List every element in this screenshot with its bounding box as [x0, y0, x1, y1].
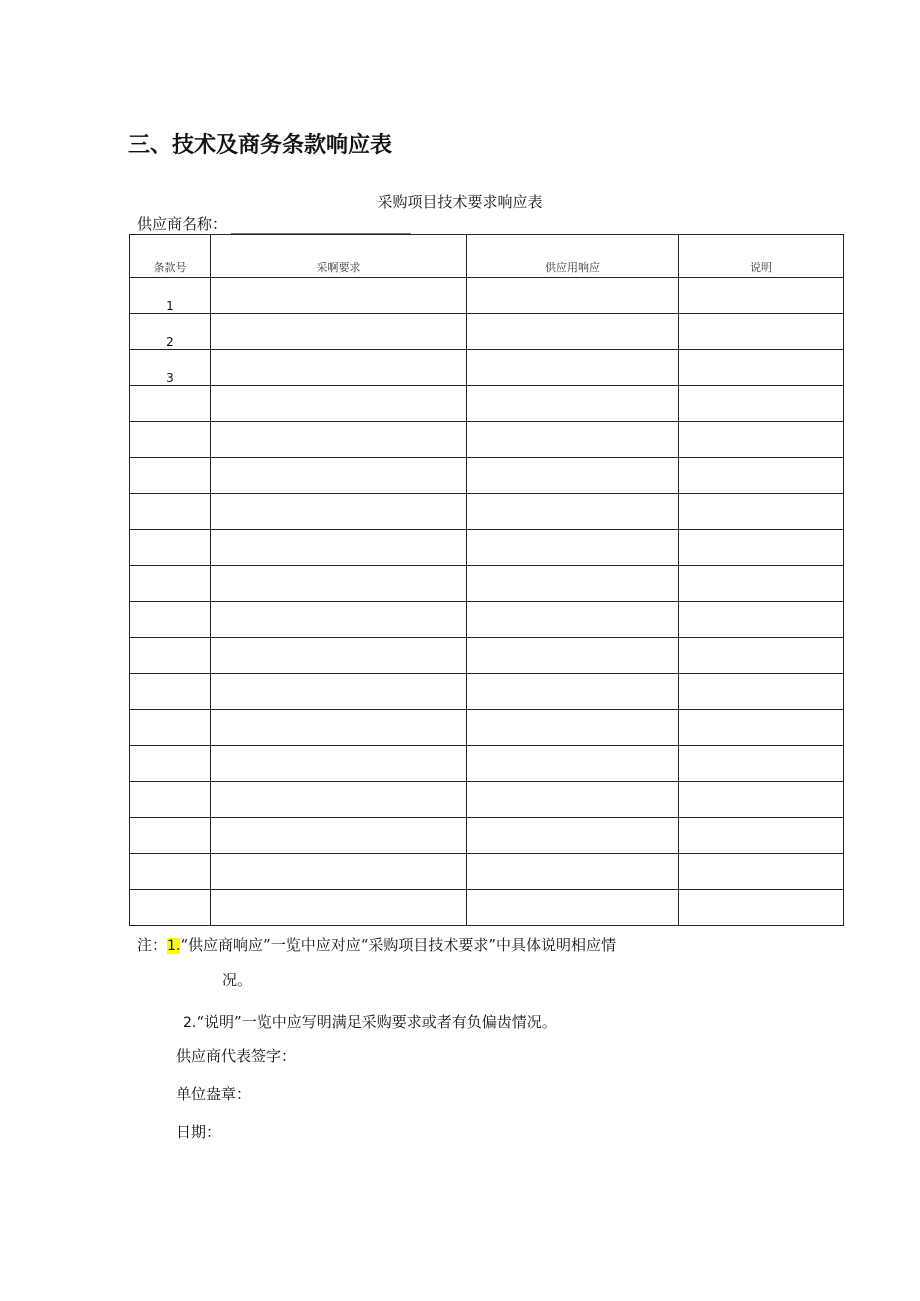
- table-row: [130, 530, 844, 566]
- cell-requirement[interactable]: [211, 818, 467, 854]
- note-item-2-number: 2.: [183, 1015, 197, 1031]
- cell-supplier-response[interactable]: [467, 458, 679, 494]
- cell-clause-no[interactable]: [130, 638, 211, 674]
- cell-supplier-response[interactable]: [467, 530, 679, 566]
- cell-remarks[interactable]: [679, 710, 844, 746]
- date-label: 日期：: [176, 1123, 222, 1141]
- cell-clause-no[interactable]: [130, 710, 211, 746]
- cell-remarks[interactable]: [679, 530, 844, 566]
- cell-clause-no[interactable]: 1: [130, 278, 211, 314]
- cell-clause-no[interactable]: [130, 818, 211, 854]
- cell-supplier-response[interactable]: [467, 566, 679, 602]
- cell-remarks[interactable]: [679, 674, 844, 710]
- table-row: [130, 746, 844, 782]
- company-seal-label: 单位盎章：: [176, 1085, 252, 1103]
- cell-supplier-response[interactable]: [467, 674, 679, 710]
- cell-requirement[interactable]: [211, 386, 467, 422]
- table-row: [130, 350, 844, 386]
- cell-clause-no[interactable]: [130, 566, 211, 602]
- cell-remarks[interactable]: [679, 458, 844, 494]
- cell-supplier-response[interactable]: [467, 494, 679, 530]
- table-row: [130, 458, 844, 494]
- note-prefix: 注：: [137, 936, 168, 954]
- cell-clause-no[interactable]: [130, 386, 211, 422]
- note-item-1-number: 1.: [167, 938, 181, 954]
- cell-clause-no[interactable]: [130, 782, 211, 818]
- header-requirement: 采啊要求: [211, 235, 467, 278]
- cell-clause-no[interactable]: [130, 422, 211, 458]
- cell-requirement[interactable]: [211, 494, 467, 530]
- cell-requirement[interactable]: [211, 782, 467, 818]
- table-title: 采购项目技术要求响应表: [377, 193, 543, 211]
- cell-supplier-response[interactable]: [467, 854, 679, 890]
- cell-requirement[interactable]: [211, 422, 467, 458]
- cell-requirement[interactable]: [211, 854, 467, 890]
- supplier-name-label: 供应商名称：: [137, 215, 228, 233]
- cell-remarks[interactable]: [679, 566, 844, 602]
- table-row: [130, 854, 844, 890]
- table-header-row: [130, 235, 844, 278]
- cell-remarks[interactable]: [679, 782, 844, 818]
- cell-clause-no[interactable]: 2: [130, 314, 211, 350]
- cell-supplier-response[interactable]: [467, 350, 679, 386]
- header-clause-no: 条款号: [130, 235, 211, 278]
- cell-requirement[interactable]: [211, 674, 467, 710]
- header-remarks: 说明: [679, 235, 844, 278]
- cell-remarks[interactable]: [679, 602, 844, 638]
- cell-requirement[interactable]: [211, 746, 467, 782]
- table-row: [130, 818, 844, 854]
- cell-supplier-response[interactable]: [467, 278, 679, 314]
- supplier-name-field[interactable]: [231, 219, 411, 234]
- table-body: [130, 278, 844, 926]
- table-row: [130, 314, 844, 350]
- header-supplier-response: 供应用响应: [467, 235, 679, 278]
- cell-supplier-response[interactable]: [467, 386, 679, 422]
- cell-remarks[interactable]: [679, 494, 844, 530]
- response-table: [129, 234, 844, 926]
- cell-clause-no[interactable]: [130, 674, 211, 710]
- cell-remarks[interactable]: [679, 350, 844, 386]
- cell-remarks[interactable]: [679, 314, 844, 350]
- cell-supplier-response[interactable]: [467, 746, 679, 782]
- note-line-2: [183, 1011, 557, 1032]
- table-row: [130, 674, 844, 710]
- cell-remarks[interactable]: [679, 818, 844, 854]
- cell-remarks[interactable]: [679, 854, 844, 890]
- cell-supplier-response[interactable]: [467, 422, 679, 458]
- table-row: [130, 638, 844, 674]
- cell-clause-no[interactable]: [130, 602, 211, 638]
- cell-supplier-response[interactable]: [467, 782, 679, 818]
- cell-requirement[interactable]: [211, 458, 467, 494]
- cell-supplier-response[interactable]: [467, 710, 679, 746]
- table-row: [130, 386, 844, 422]
- cell-requirement[interactable]: [211, 278, 467, 314]
- cell-supplier-response[interactable]: [467, 314, 679, 350]
- cell-remarks[interactable]: [679, 890, 844, 926]
- cell-supplier-response[interactable]: [467, 638, 679, 674]
- cell-requirement[interactable]: [211, 602, 467, 638]
- cell-supplier-response[interactable]: [467, 818, 679, 854]
- cell-requirement[interactable]: [211, 350, 467, 386]
- cell-requirement[interactable]: [211, 566, 467, 602]
- table-row: [130, 278, 844, 314]
- cell-remarks[interactable]: [679, 278, 844, 314]
- cell-remarks[interactable]: [679, 638, 844, 674]
- cell-clause-no[interactable]: [130, 890, 211, 926]
- table-row: [130, 494, 844, 530]
- cell-remarks[interactable]: [679, 422, 844, 458]
- table-row: [130, 602, 844, 638]
- cell-supplier-response[interactable]: [467, 890, 679, 926]
- cell-requirement[interactable]: [211, 530, 467, 566]
- note-line-1: [137, 934, 616, 955]
- cell-remarks[interactable]: [679, 746, 844, 782]
- table-row: [130, 890, 844, 926]
- table-row: [130, 782, 844, 818]
- cell-clause-no[interactable]: [130, 494, 211, 530]
- cell-clause-no[interactable]: 3: [130, 350, 211, 386]
- note-item-2-text: “说明”一览中应写明满足采购要求或者有负偏齿情况。: [196, 1013, 557, 1031]
- table-row: [130, 710, 844, 746]
- cell-clause-no[interactable]: [130, 746, 211, 782]
- supplier-rep-signature-label: 供应商代表签字：: [176, 1047, 297, 1065]
- cell-clause-no[interactable]: [130, 458, 211, 494]
- cell-supplier-response[interactable]: [467, 602, 679, 638]
- section-title: 三、技术及商务条款响应表: [128, 133, 393, 158]
- cell-remarks[interactable]: [679, 386, 844, 422]
- table-row: [130, 566, 844, 602]
- cell-clause-no[interactable]: [130, 854, 211, 890]
- table-row: [130, 422, 844, 458]
- supplier-name-row: [137, 213, 411, 234]
- cell-requirement[interactable]: [211, 314, 467, 350]
- cell-requirement[interactable]: [211, 638, 467, 674]
- cell-clause-no[interactable]: [130, 530, 211, 566]
- cell-requirement[interactable]: [211, 890, 467, 926]
- cell-requirement[interactable]: [211, 710, 467, 746]
- note-item-1-text: “供应商响应”一览中应对应“采购项目技术要求”中具体说明相应情: [180, 936, 617, 954]
- note-item-1-continuation: 况。: [222, 971, 253, 989]
